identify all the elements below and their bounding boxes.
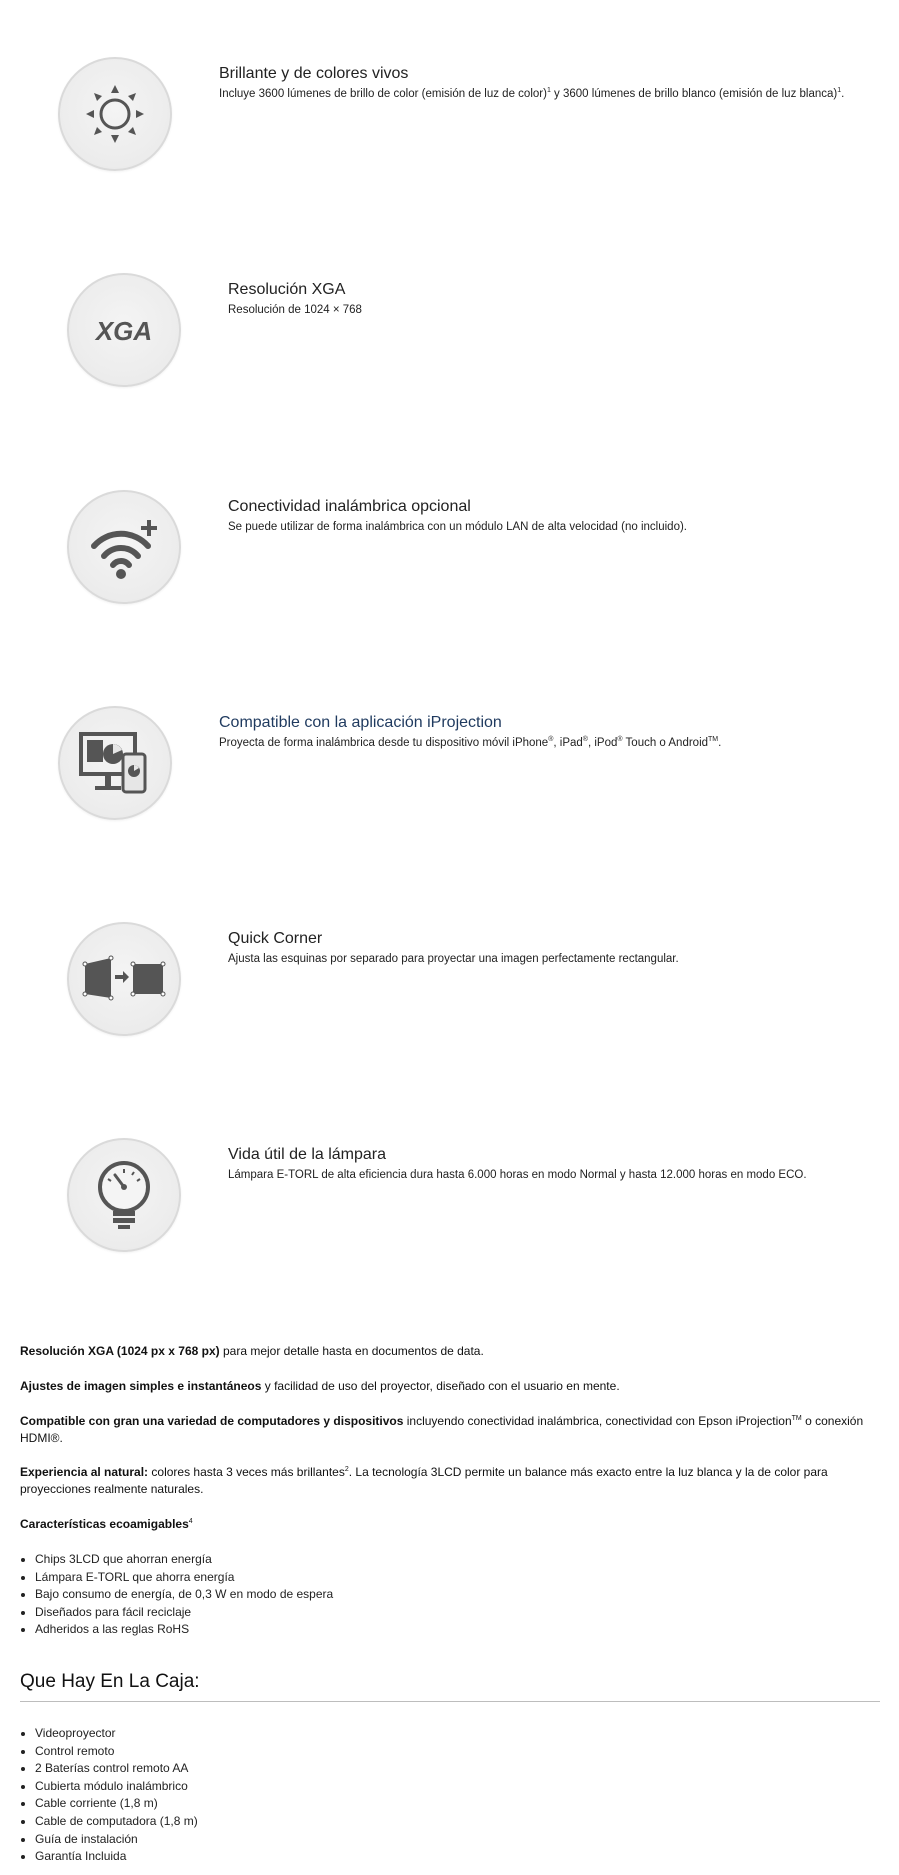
list-item: • Diseñados para fácil reciclaje bbox=[35, 1604, 333, 1622]
list-item: • Control remoto bbox=[35, 1743, 198, 1761]
list-item: • Cable de computadora (1,8 m) bbox=[35, 1813, 198, 1831]
eco-features-list bbox=[20, 1551, 333, 1639]
feature-description: Se puede utilizar de forma inalámbrica con un módulo LAN de alta velocidad (no incluido). bbox=[228, 521, 687, 533]
list-item: • Guía de instalación bbox=[35, 1831, 198, 1849]
box-contents-heading: Que Hay En La Caja: bbox=[20, 1671, 200, 1692]
feature-description: Incluye 3600 lúmenes de brillo de color (emisión de luz de color)$^1$ y 3600 lúmenes de brillo blanco (emisión de luz blanca)$^1$. bbox=[219, 87, 845, 100]
iprojection-badge bbox=[58, 706, 172, 820]
xga-icon bbox=[84, 310, 164, 350]
list-item: • Lámpara E-TORL que ahorra energía bbox=[35, 1569, 333, 1587]
quick-corner-badge bbox=[67, 922, 181, 1036]
box-contents-list bbox=[20, 1725, 198, 1866]
feature-brightness bbox=[0, 55, 899, 185]
paragraph-image-adjust: Ajustes de imagen simples e instantáneos y facilidad de uso del proyector, diseñado con el usuario en mente. bbox=[20, 1379, 620, 1393]
feature-description: Lámpara E-TORL de alta eficiencia dura hasta 6.000 horas en modo Normal y hasta 12.000 horas en modo ECO. bbox=[228, 1169, 807, 1181]
feature-quick-corner bbox=[0, 920, 899, 1050]
feature-title: Vida útil de la lámpara bbox=[228, 1146, 387, 1163]
paragraph-resolution: Resolución XGA (1024 px x 768 px) para mejor detalle hasta en documentos de data. bbox=[20, 1344, 484, 1358]
feature-title: Resolución XGA bbox=[228, 281, 346, 298]
feature-wireless bbox=[0, 488, 899, 618]
screen-phone-icon bbox=[75, 728, 155, 798]
list-item: • Bajo consumo de energía, de 0,3 W en modo de espera bbox=[35, 1586, 333, 1604]
feature-title: Conectividad inalámbrica opcional bbox=[228, 498, 471, 515]
feature-iprojection bbox=[0, 704, 899, 834]
list-item: • Chips 3LCD que ahorran energía bbox=[35, 1551, 333, 1569]
feature-title: Compatible con la aplicación iProjection bbox=[219, 714, 502, 731]
sun-icon bbox=[80, 79, 150, 149]
lightbulb-gauge-icon bbox=[89, 1157, 159, 1233]
paragraph-natural-experience: Experiencia al natural: colores hasta 3 veces más brillantes$^2$. La tecnología 3LCD permite un balance más exacto entre la luz blanca y la de color para proyecciones realmente naturales. bbox=[20, 1465, 828, 1496]
paragraph-compatibility: Compatible con gran una variedad de computadores y dispositivos incluyendo conectividad inalámbrica, conectividad con Epson iProjection™ o conexión HDMI®. bbox=[20, 1414, 864, 1445]
feature-description: Resolución de 1024 × 768 bbox=[228, 304, 362, 316]
brightness-badge bbox=[58, 57, 172, 171]
feature-description: Ajusta las esquinas por separado para proyectar una imagen perfectamente rectangular. bbox=[228, 953, 679, 965]
list-item: • 2 Baterías control remoto AA bbox=[35, 1760, 198, 1778]
feature-title: Brillante y de colores vivos bbox=[219, 65, 409, 82]
wifi-plus-icon bbox=[84, 512, 164, 582]
feature-resolution bbox=[0, 271, 899, 401]
wireless-badge bbox=[67, 490, 181, 604]
list-item: • Videoproyector bbox=[35, 1725, 198, 1743]
feature-lamp-life bbox=[0, 1136, 899, 1266]
paragraph-eco-heading: Características ecoamigables$^4$ bbox=[20, 1517, 193, 1531]
xga-icon-text: XGA bbox=[95, 316, 153, 346]
list-item: • Adheridos a las reglas RoHS bbox=[35, 1621, 333, 1639]
list-item: • Cubierta módulo inalámbrico bbox=[35, 1778, 198, 1796]
feature-title: Quick Corner bbox=[228, 930, 323, 947]
list-item: • Garantía Incluida bbox=[35, 1848, 198, 1866]
quick-corner-icon bbox=[79, 954, 169, 1004]
list-item: • Cable corriente (1,8 m) bbox=[35, 1795, 198, 1813]
feature-description: Proyecta de forma inalámbrica desde tu dispositivo móvil iPhone®, iPad®, iPod® Touch o Android™. bbox=[219, 736, 722, 749]
divider bbox=[20, 1701, 880, 1702]
xga-badge bbox=[67, 273, 181, 387]
lamp-badge bbox=[67, 1138, 181, 1252]
